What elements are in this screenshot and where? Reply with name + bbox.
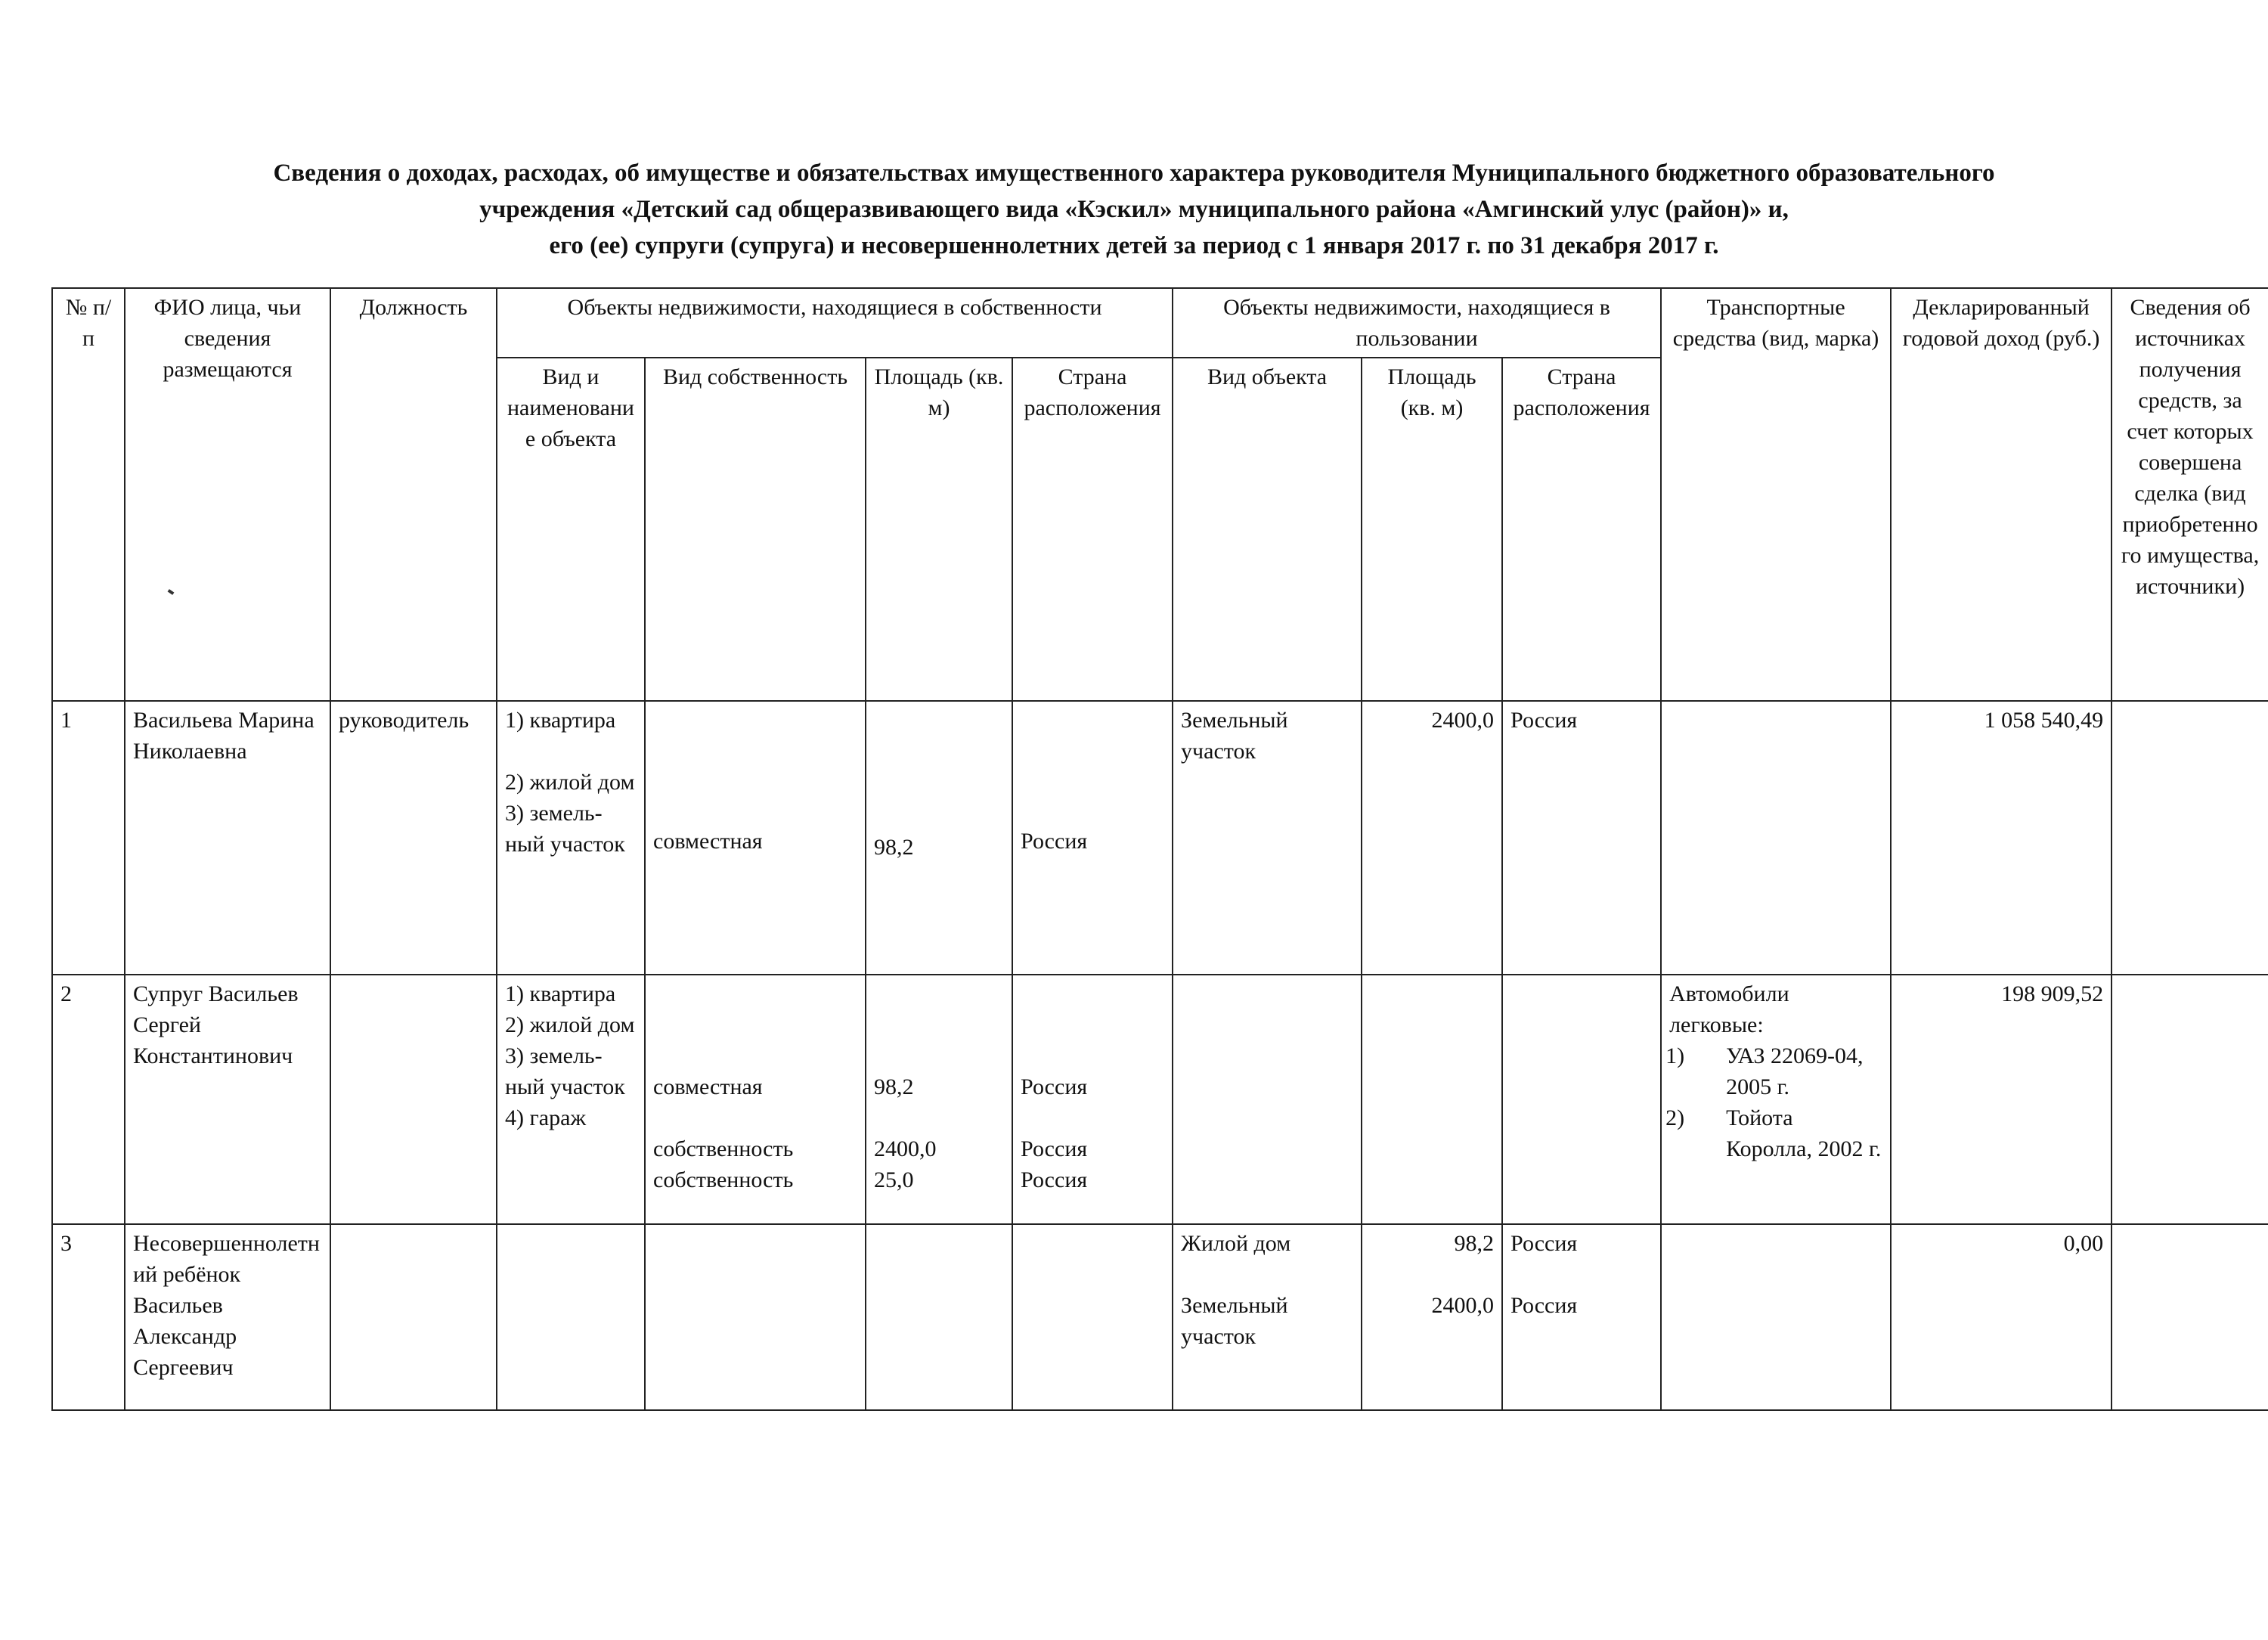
transport-item-num: 2) [1665,1105,1685,1130]
row-ownership [645,1224,866,1410]
title-line-2: учреждения «Детский сад общеразвивающего вида «Кэскил» муниципального района «Амгинский улус (район)» и, [479,196,1789,223]
row-used-area [1362,1224,1502,1410]
row-income: 0,00 [1891,1224,2112,1410]
row-ownership [645,975,866,1224]
country-value: Россия [1021,829,1088,854]
table-row [52,975,2268,1224]
header-used-group: Объекты недвижимости, находящиеся в пользовании [1173,288,1661,358]
transport-item [1665,1102,1882,1164]
row-fio: Несовершеннолетний ребёнок Васильев Александр Сергеевич [125,1224,330,1410]
gap [874,1102,1004,1133]
header-owned-group: Объекты недвижимости, находящиеся в собственности [497,288,1173,358]
gap [1021,1102,1164,1133]
table-row [52,1224,2268,1410]
used-area-value: 98,2 [1454,1231,1495,1256]
row-transport [1661,975,1891,1224]
transport-heading: Автомобили легковые: [1669,981,1789,1037]
row-position [330,975,497,1224]
row-sources [2112,975,2268,1224]
header-fio: ФИО лица, чьи сведения размещаются [125,288,330,701]
header-owned-type: Вид и наименование объекта [497,358,645,701]
gap [1370,1259,1494,1290]
row-owned-objects [497,701,645,975]
transport-item [1665,1040,1882,1102]
row-num: 2 [52,975,125,1224]
title-line-3: его (ее) супруги (супруга) и несовершеннолетних детей за период с 1 января 2017 г. по 31 декабря 2017 г. [549,232,1719,259]
owned-item: 3) земель-ный участок [505,801,625,857]
country-value: Россия [1021,1167,1088,1192]
row-owned-objects [497,1224,645,1410]
owned-item: 4) гараж [505,1105,587,1130]
used-country-value: Россия [1510,1231,1578,1256]
row-used-country: Россия [1502,701,1661,975]
row-position [330,1224,497,1410]
used-type-value: Земельный участок [1181,1293,1288,1349]
row-fio: Васильева Марина Николаевна [125,701,330,975]
header-transport: Транспортные средства (вид, марка) [1661,288,1891,701]
header-num: № п/п [52,288,125,701]
owned-item: 1) квартира [505,708,616,733]
gap [1181,1259,1353,1290]
header-income: Декларированный годовой доход (руб.) [1891,288,2112,701]
row-income: 198 909,52 [1891,975,2112,1224]
row-used-area: 2400,0 [1362,701,1502,975]
row-fio: Супруг Васильев Сергей Константинович [125,975,330,1224]
row-ownership [645,701,866,975]
row-used-type [1173,975,1362,1224]
area-value: 2400,0 [874,1136,937,1161]
row-transport [1661,1224,1891,1410]
used-country-value: Россия [1510,1293,1578,1318]
row-used-area [1362,975,1502,1224]
row-area [866,701,1012,975]
area-value: 25,0 [874,1167,914,1192]
used-type-value: Жилой дом [1181,1231,1291,1256]
row-used-country [1502,975,1661,1224]
owned-item: 3) земель-ный участок [505,1043,625,1099]
header-used-type: Вид объекта [1173,358,1362,701]
header-owned-ownership: Вид собственность [645,358,866,701]
row-num: 3 [52,1224,125,1410]
gap [653,1102,857,1133]
row-used-type: Земельный участок [1173,701,1362,975]
owned-item: 2) жилой дом [505,770,635,795]
area-value: 98,2 [874,1074,914,1099]
row-area [866,1224,1012,1410]
header-position: Должность [330,288,497,701]
row-num: 1 [52,701,125,975]
title-line-1: Сведения о доходах, расходах, об имуществе и обязательствах имущественного характера руководителя Муниципального бюджетного образовательного [273,160,1995,187]
table-row [52,701,2268,975]
header-used-area: Площадь (кв. м) [1362,358,1502,701]
row-country [1012,701,1173,975]
row-transport [1661,701,1891,975]
document-title [0,155,2268,264]
row-country [1012,1224,1173,1410]
row-area [866,975,1012,1224]
ownership-value: совместная [653,829,763,854]
row-used-country [1502,1224,1661,1410]
transport-item-text: УАЗ 22069-04, 2005 г. [1726,1043,1864,1099]
row-sources [2112,701,2268,975]
transport-item-num: 1) [1665,1043,1685,1068]
gap [505,736,637,767]
header-row-1 [52,288,2268,358]
gap [1510,1259,1653,1290]
header-sources: Сведения об источниках получения средств, за счет которых совершена сделка (вид приобретенного имущества, источники) [2112,288,2268,701]
header-used-country: Страна расположения [1502,358,1661,701]
ownership-value: собственность [653,1167,794,1192]
row-country [1012,975,1173,1224]
country-value: Россия [1021,1136,1088,1161]
used-area-value: 2400,0 [1431,1293,1495,1318]
header-owned-area: Площадь (кв. м) [866,358,1012,701]
transport-item-text: Тойота Королла, 2002 г. [1726,1105,1882,1161]
area-value: 98,2 [874,835,914,860]
country-value: Россия [1021,1074,1088,1099]
row-owned-objects [497,975,645,1224]
row-sources [2112,1224,2268,1410]
owned-item: 2) жилой дом [505,1012,635,1037]
header-owned-country: Страна расположения [1012,358,1173,701]
owned-item: 1) квартира [505,981,616,1006]
ownership-value: собственность [653,1136,794,1161]
row-used-type [1173,1224,1362,1410]
ownership-value: совместная [653,1074,763,1099]
row-income: 1 058 540,49 [1891,701,2112,975]
declaration-table [51,287,2268,1411]
row-position: руководитель [330,701,497,975]
